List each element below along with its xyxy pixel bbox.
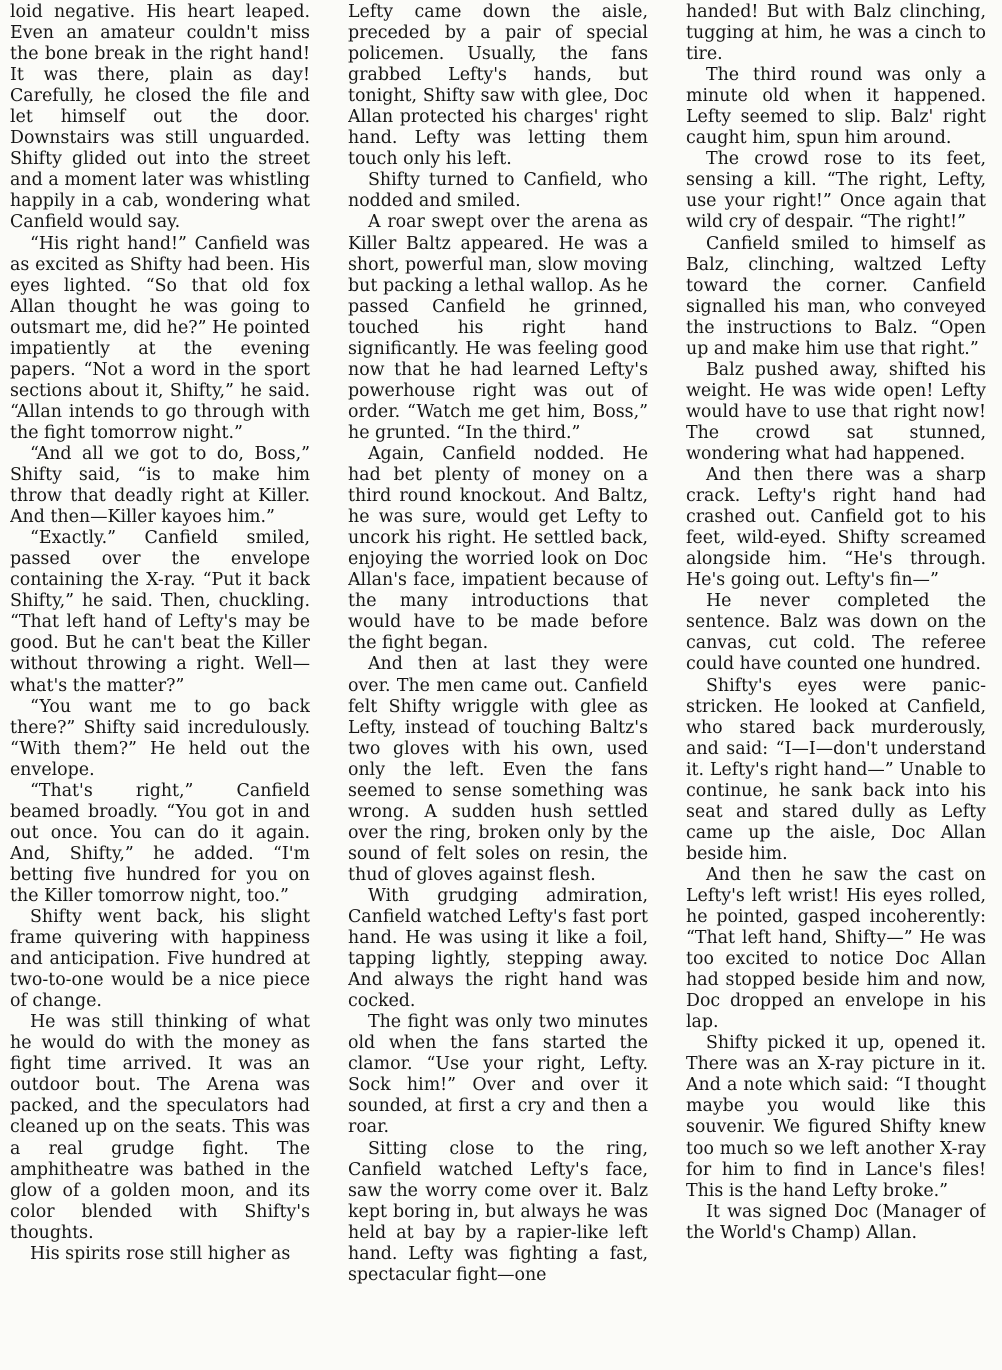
paragraph: The fight was only two minutes old when the fans started the clamor. “Use your right, Lefty. Sock him!” Over and over it sounded, at first a cry and then a roar. (348, 1012, 648, 1138)
paragraph: With grudging admiration, Canfield watched Lefty's fast port hand. He was using it like a foil, tapping lightly, stepping away. And always the right hand was cocked. (348, 885, 648, 1012)
paragraph: Sitting close to the ring, Canfield watched Lefty's face, saw the worry come over it. Balz kept boring in, but always he was held at bay by a rapier-like left hand. Lefty was fighting a fast, spectacular fight—one (348, 1138, 648, 1285)
paragraph: Shifty's eyes were panic-stricken. He looked at Canfield, who stared back murderously, and said: “I—I—don't understand it. Lefty's right hand—” Unable to continue, he sank back into his seat and stared dully as Lefty came up the aisle, Doc Allan beside him. (686, 675, 986, 864)
paragraph: Lefty came down the aisle, preceded by a pair of special policemen. Usually, the fans grabbed Lefty's hands, but tonight, Shifty saw with glee, Doc Allan protected his charges' right hand. Lefty was letting them touch only his left. (348, 2, 648, 170)
text-column-1 (10, 2, 310, 1368)
paragraph: And then at last they were over. The men came out. Canfield felt Shifty wriggle with glee as Lefty, instead of touching Baltz's two gloves with his own, used only the left. Even the fans seemed to sense something was wrong. A sudden hush settled over the ring, broken only by the sound of felt soles on resin, the thud of gloves against flesh. (348, 654, 648, 885)
paragraph: His spirits rose still higher as (30, 1243, 291, 1264)
text-column-3 (686, 2, 986, 1368)
paragraph: handed! But with Balz clinching, tugging at him, he was a cinch to tire. (686, 2, 986, 65)
paragraph: “That's right,” Canfield beamed broadly. “You got in and out once. You can do it again. And, Shifty,” he added. “I'm betting five hundred for you on the Killer tomorrow night, too.” (10, 780, 310, 906)
paragraph: “His right hand!” Canfield was as excited as Shifty had been. His eyes lighted. “So that old fox Allan thought he was going to outsmart me, did he?” He pointed impatiently at the evening papers. “Not a word in the sport sections about it, Shifty,” he said. “Allan intends to go through with the fight tomorrow night.” (10, 233, 310, 443)
text-column-2 (348, 2, 648, 1368)
paragraph: Shifty picked it up, opened it. There was an X-ray picture in it. And a note which said: “I thought maybe you would like this souvenir. We figured Shifty knew too much so we left another X-ray for him to find in Lance's files! This is the hand Lefty broke.” (686, 1033, 986, 1201)
paragraph: “You want me to go back there?” Shifty said incredulously. “With them?” He held out the envelope. (10, 696, 310, 780)
paragraph: And then he saw the cast on Lefty's left wrist! His eyes rolled, he pointed, gasped incoherently: “That left hand, Shifty—” He was too excited to notice Doc Allan had stopped beside him and now, Doc dropped an envelope in his lap. (686, 864, 986, 1033)
paragraph: Canfield smiled to himself as Balz, clinching, waltzed Lefty toward the corner. Canfield signalled his man, who conveyed the instructions to Balz. “Open up and make him use that right.” (686, 233, 986, 359)
paragraph: He never completed the sentence. Balz was down on the canvas, cut cold. The referee could have counted one hundred. (686, 591, 986, 675)
paragraph: He was still thinking of what he would do with the money as fight time arrived. It was an outdoor bout. The Arena was packed, and the speculators had cleaned up on the seats. This was a real grudge fight. The amphitheatre was bathed in the glow of a golden moon, and its color blended with Shifty's thoughts. (10, 1012, 310, 1243)
paragraph: It was signed Doc (Manager of the World's Champ) Allan. (686, 1201, 986, 1243)
paragraph: Again, Canfield nodded. He had bet plenty of money on a third round knockout. And Baltz, he was sure, would get Lefty to uncork his right. He settled back, enjoying the worried look on Doc Allan's face, impatient because of the many introductions that would have to be made before the fight began. (348, 443, 648, 654)
paragraph: “Exactly.” Canfield smiled, passed over the envelope containing the X-ray. “Put it back Shifty,” he said. Then, chuckling. “That left hand of Lefty's may be good. But he can't beat the Killer without throwing a right. Well—what's the matter?” (10, 528, 310, 696)
paragraph: And then there was a sharp crack. Lefty's right hand had crashed out. Canfield got to his feet, wild-eyed. Shifty screamed alongside him. “He's through. He's going out. Lefty's fin—” (686, 465, 986, 591)
paragraph: Shifty went back, his slight frame quivering with happiness and anticipation. Five hundred at two-to-one would be a nice piece of change. (10, 907, 310, 1012)
paragraph: Shifty turned to Canfield, who nodded and smiled. (348, 170, 648, 212)
paragraph: loid negative. His heart leaped. Even an amateur couldn't miss the bone break in the right hand! It was there, plain as day! Carefully, he closed the file and let himself out the door. Downstairs was still unguarded. Shifty glided out into the street and a moment later was whistling happily in a cab, wondering what Canfield would say. (10, 2, 310, 233)
paragraph: A roar swept over the arena as Killer Baltz appeared. He was a short, powerful man, slow moving but packing a lethal wallop. As he passed Canfield he grinned, touched his right hand significantly. He was feeling good now that he had learned Lefty's powerhouse right was out of order. “Watch me get him, Boss,” he grunted. “In the third.” (348, 212, 648, 443)
paragraph: Balz pushed away, shifted his weight. He was wide open! Lefty would have to use that right now! The crowd sat stunned, wondering what had happened. (686, 359, 986, 464)
paragraph: The third round was only a minute old when it happened. Lefty seemed to slip. Balz' right caught him, spun him around. (686, 65, 986, 149)
paragraph: The crowd rose to its feet, sensing a kill. “The right, Lefty, use your right!” Once again that wild cry of despair. “The right!” (686, 149, 986, 233)
paragraph: “And all we got to do, Boss,” Shifty said, “is to make him throw that deadly right at Killer. And then—Killer kayoes him.” (10, 443, 310, 528)
